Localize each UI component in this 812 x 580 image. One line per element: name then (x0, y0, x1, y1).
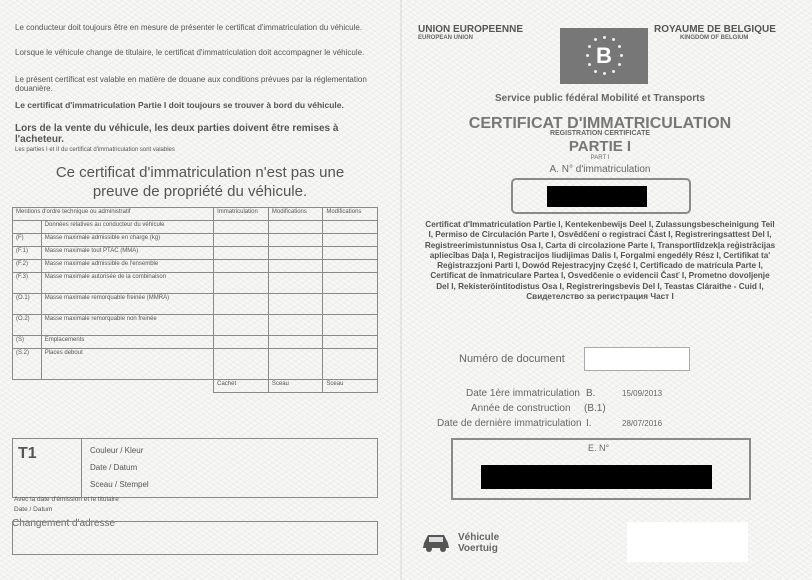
service-label: Service public fédéral Mobilité et Transports (494, 93, 706, 104)
union-label: UNION EUROPEENNE (418, 24, 524, 35)
row-desc: Masse maximale admissible en charge (kg) (41, 234, 213, 247)
t1-line: Date / Datum (90, 463, 138, 472)
table-header-row (13, 208, 378, 221)
note-2: Lorsque le véhicule change de titulaire, le certificat d'immatriculation doit accompagner le véhicule. (15, 48, 365, 57)
small-line: Avec la date d'émission et le titulaire (14, 496, 119, 503)
vin-redaction (481, 465, 712, 489)
kingdom-label: ROYAUME DE BELGIQUE (654, 24, 776, 35)
doc-number-label: Numéro de document (459, 353, 565, 365)
row-code: (O.1) (13, 294, 42, 315)
vehicle-label-nl: Voertuig (458, 543, 498, 554)
last-reg-value: 28/07/2016 (622, 419, 663, 428)
note-3: Le présent certificat est valable en matière de douane aux conditions prévues par la réglementation douanière. (15, 75, 367, 93)
immat-label: A. N° d'immatriculation (549, 164, 651, 175)
blank-field (627, 522, 748, 562)
year-code: (B.1) (584, 403, 606, 414)
certificate-title: CERTIFICAT D'IMMATRICULATION (468, 115, 732, 132)
small-line: Date / Datum (14, 506, 53, 513)
row-desc: Masse maximale autorisée de la combinaison (41, 273, 213, 294)
table-footer-cell: Cachet (214, 380, 269, 393)
vehicle-label: Véhicule (458, 532, 500, 543)
table-row (13, 349, 378, 380)
row-desc: Masse maximale tout PTAC (MMA) (41, 247, 213, 260)
t1-line: Couleur / Kleur (90, 446, 144, 455)
multilingual-title: Certificat d'Immatriculation Partie I, Kentekenbewijs Deel I, Zulassungsbescheinigung Teil I, Permiso de Circulación Parte I, Osvědčení o registraci Část I, Registreringsattest Del I, Registreerimistunnistus Osa I, Carta di circolazione Parte I, Transportlīdzekļa reģistrācijas apliecības Daļa I, Registracijos liudijimas Dalis I, Forgalmi engedély Rész I, Certifikat ta' Reġistrazzjoni Parti I, Dowód Rejestracyjny Część I, Certificado de matrícula Parte I, Certificat de înmatriculare Partea I, Osvedčenie o evidencii Časť I, Prometno dovoljenje Del I, Rekisteröintitodistus Osa I, Registreringsbevis Del I, Teastas Cláraithe - Cuid I, Свидетелство за регистрация Част I (424, 220, 776, 302)
row-code: (F) (13, 234, 42, 247)
table-row (13, 260, 378, 273)
row-code: (F.3) (13, 273, 42, 294)
note-4: Le certificat d'immatriculation Partie I doit toujours se trouver à bord du véhicule. (15, 100, 344, 110)
year-label: Année de construction (471, 403, 571, 414)
table-row (13, 294, 378, 315)
row-code: (S.2) (13, 349, 42, 380)
row-desc: Masse maximale remorquable non freinée (41, 315, 213, 336)
t1-code: T1 (18, 445, 37, 462)
table-footer-cell: Sceau (323, 380, 378, 393)
table-header: Modifications (268, 208, 323, 221)
table-footer-row (13, 380, 378, 393)
table-footer-cell: Sceau (268, 380, 323, 393)
car-icon (421, 531, 451, 553)
vin-label: E. N° (588, 443, 610, 453)
change-address-box (12, 521, 378, 555)
certificate-subtitle: REGISTRATION CERTIFICATE (549, 130, 651, 137)
row-desc: Données relatives au conducteur du véhicule (41, 221, 213, 234)
table-row (13, 336, 378, 349)
partie-subtitle: PART I (590, 155, 610, 161)
ownership-warning: Ce certificat d'immatriculation n'est pas une preuve de propriété du véhicule. (55, 164, 345, 200)
table-row (13, 273, 378, 294)
kingdom-label-en: KINGDOM OF BELGIUM (680, 35, 749, 41)
note-6: Les parties I et II du certificat d'immatriculation sont valables (15, 147, 175, 153)
change-address-label: Changement d'adresse (12, 518, 116, 529)
table-row (13, 234, 378, 247)
note-1: Le conducteur doit toujours être en mesure de présenter le certificat d'immatriculation du véhicule. (15, 23, 363, 32)
row-code: (F.1) (13, 247, 42, 260)
row-desc: Masse maximale remorquable freinée (MMRA) (41, 294, 213, 315)
row-code: (O.2) (13, 315, 42, 336)
last-reg-label: Date de dernière immatriculation (437, 418, 582, 429)
row-desc: Places debout (41, 349, 213, 380)
table-header: Mentions d'ordre technique ou administratif (13, 208, 214, 221)
technical-table (12, 207, 378, 393)
table-header: Immatriculation (214, 208, 269, 221)
partie-title: PARTIE I (568, 138, 632, 155)
fold-line (400, 0, 402, 580)
table-row (13, 247, 378, 260)
last-reg-code: I. (586, 418, 592, 429)
first-reg-label: Date 1ère immatriculation (466, 388, 580, 399)
table-header: Modifications (323, 208, 378, 221)
doc-number-field (584, 347, 690, 371)
t1-line: Sceau / Stempel (90, 480, 149, 489)
plate-redaction (547, 186, 647, 207)
row-code (13, 221, 42, 234)
row-desc: Masse maximale admissible de l'ensemble (41, 260, 213, 273)
row-code: (S) (13, 336, 42, 349)
row-code: (F.2) (13, 260, 42, 273)
table-row (13, 315, 378, 336)
country-letter: B (596, 43, 612, 68)
table-row (13, 221, 378, 234)
eu-flag (560, 28, 648, 84)
first-reg-code: B. (586, 388, 596, 399)
row-desc: Emplacements (41, 336, 213, 349)
first-reg-value: 15/09/2013 (622, 389, 663, 398)
note-5: Lors de la vente du véhicule, les deux parties doivent être remises à l'acheteur. (15, 123, 339, 145)
union-label-en: EUROPEAN UNION (418, 35, 474, 41)
